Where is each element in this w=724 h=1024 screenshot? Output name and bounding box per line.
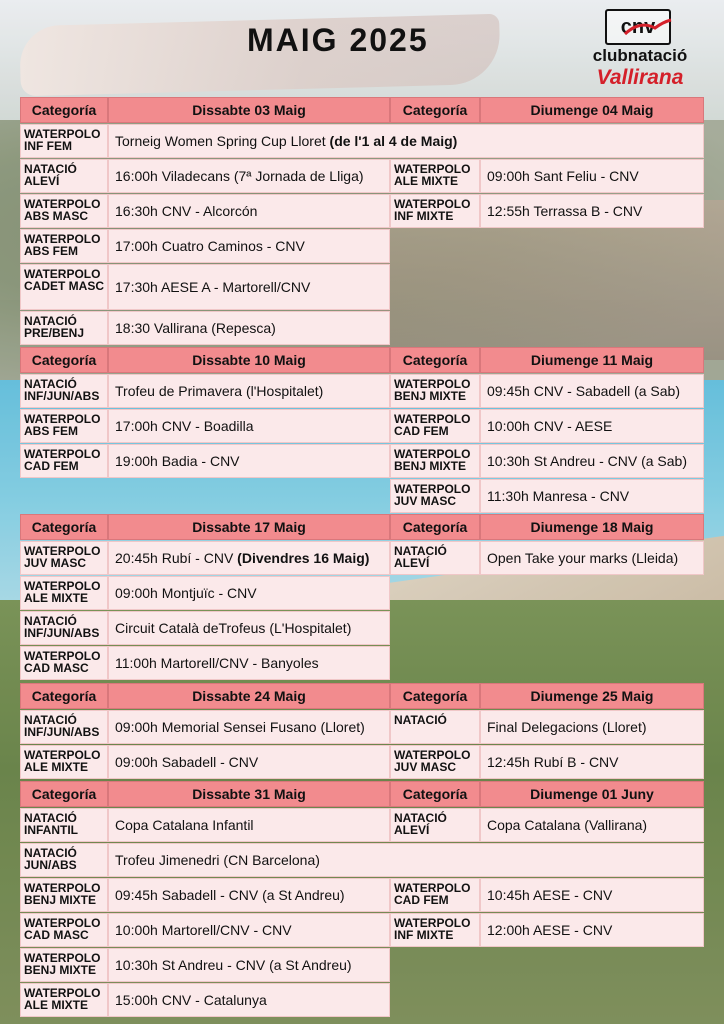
sunday-category: WATERPOLO ALE MIXTE (390, 159, 480, 193)
category-header: Categoría (20, 97, 108, 123)
saturday-category: WATERPOLO CAD MASC (20, 646, 108, 680)
event-text: Circuit Català deTrofeus (L'Hospitalet) (115, 620, 352, 636)
saturday-category: WATERPOLO INF FEM (20, 124, 108, 158)
saturday-category: WATERPOLO BENJ MIXTE (20, 878, 108, 912)
sunday-category: WATERPOLO BENJ MIXTE (390, 374, 480, 408)
event-text: 09:00h Memorial Sensei Fusano (Lloret) (115, 719, 365, 735)
saturday-event (108, 194, 390, 228)
category-header: Categoría (390, 683, 480, 709)
saturday-category: WATERPOLO CADET MASC (20, 264, 108, 310)
saturday-event (108, 745, 390, 779)
saturday-category: NATACIÓ PRE/BENJ (20, 311, 108, 345)
event-text: 20:45h Rubí - CNV (115, 550, 238, 566)
swimmer-icon (605, 18, 675, 38)
event-text: 15:00h CNV - Catalunya (115, 992, 267, 1008)
saturday-event (108, 611, 390, 645)
sunday-event: 12:55h Terrassa B - CNV (480, 194, 704, 228)
saturday-category: NATACIÓ INF/JUN/ABS (20, 374, 108, 408)
event-text: 10:00h Martorell/CNV - CNV (115, 922, 292, 938)
page-title: MAIG 2025 (247, 22, 429, 58)
saturday-event (108, 159, 390, 193)
sunday-event: 10:45h AESE - CNV (480, 878, 704, 912)
sunday-event: 12:00h AESE - CNV (480, 913, 704, 947)
category-header: Categoría (390, 347, 480, 373)
saturday-category: NATACIÓ INFANTIL (20, 808, 108, 842)
saturday-event (108, 444, 390, 478)
event-text: Copa Catalana Infantil (115, 817, 254, 833)
category-header: Categoría (390, 781, 480, 807)
sunday-event: 12:45h Rubí B - CNV (480, 745, 704, 779)
sunday-category: NATACIÓ ALEVÍ (390, 808, 480, 842)
saturday-category: WATERPOLO ALE MIXTE (20, 745, 108, 779)
saturday-header: Dissabte 24 Maig (108, 683, 390, 709)
event-text: 17:30h AESE A - Martorell/CNV (115, 279, 311, 295)
sunday-header: Diumenge 18 Maig (480, 514, 704, 540)
saturday-header: Dissabte 17 Maig (108, 514, 390, 540)
sunday-category: WATERPOLO INF MIXTE (390, 194, 480, 228)
event-text: 18:30 Vallirana (Repesca) (115, 320, 276, 336)
sunday-category: NATACIÓ ALEVÍ (390, 541, 480, 575)
event-text: 16:30h CNV - Alcorcón (115, 203, 258, 219)
event-note: (Divendres 16 Maig) (237, 550, 370, 566)
category-header: Categoría (20, 347, 108, 373)
saturday-event (108, 311, 390, 345)
sunday-category: WATERPOLO CAD FEM (390, 878, 480, 912)
category-header: Categoría (390, 97, 480, 123)
event-text: 17:00h Cuatro Caminos - CNV (115, 238, 305, 254)
sunday-event: 09:45h CNV - Sabadell (a Sab) (480, 374, 704, 408)
saturday-category: NATACIÓ INF/JUN/ABS (20, 710, 108, 744)
sunday-event: 10:30h St Andreu - CNV (a Sab) (480, 444, 704, 478)
saturday-event (108, 409, 390, 443)
saturday-category: WATERPOLO ALE MIXTE (20, 983, 108, 1017)
sunday-header: Diumenge 11 Maig (480, 347, 704, 373)
saturday-event (108, 983, 390, 1017)
event-text: Torneig Women Spring Cup Lloret (115, 133, 330, 149)
event-text: Trofeu de Primavera (l'Hospitalet) (115, 383, 324, 399)
sunday-event: 10:00h CNV - AESE (480, 409, 704, 443)
saturday-category: WATERPOLO JUV MASC (20, 541, 108, 575)
sunday-category: WATERPOLO INF MIXTE (390, 913, 480, 947)
sunday-category: WATERPOLO JUV MASC (390, 745, 480, 779)
saturday-category: WATERPOLO ABS MASC (20, 194, 108, 228)
saturday-event (108, 264, 390, 310)
saturday-event (108, 948, 390, 982)
sunday-header: Diumenge 25 Maig (480, 683, 704, 709)
saturday-category: NATACIÓ INF/JUN/ABS (20, 611, 108, 645)
category-header: Categoría (20, 514, 108, 540)
saturday-event (108, 913, 390, 947)
event-text: 10:30h St Andreu - CNV (a St Andreu) (115, 957, 352, 973)
saturday-category: NATACIÓ JUN/ABS (20, 843, 108, 877)
event-text: 16:00h Viladecans (7ª Jornada de Lliga) (115, 168, 364, 184)
saturday-event (108, 878, 390, 912)
saturday-category: WATERPOLO ALE MIXTE (20, 576, 108, 610)
saturday-header: Dissabte 03 Maig (108, 97, 390, 123)
saturday-event (108, 710, 390, 744)
event-text: 19:00h Badia - CNV (115, 453, 240, 469)
saturday-category: WATERPOLO ABS FEM (20, 409, 108, 443)
club-logo (575, 6, 705, 94)
sunday-event: Final Delegacions (Lloret) (480, 710, 704, 744)
saturday-category: WATERPOLO CAD FEM (20, 444, 108, 478)
saturday-category: WATERPOLO CAD MASC (20, 913, 108, 947)
sunday-header: Diumenge 01 Juny (480, 781, 704, 807)
saturday-event (108, 124, 704, 158)
sunday-event: Open Take your marks (Lleida) (480, 541, 704, 575)
event-text: 09:00h Sabadell - CNV (115, 754, 259, 770)
sunday-header: Diumenge 04 Maig (480, 97, 704, 123)
saturday-category: WATERPOLO ABS FEM (20, 229, 108, 263)
saturday-category: NATACIÓ ALEVÍ (20, 159, 108, 193)
logo-badge: cnv (605, 9, 671, 45)
sunday-category: WATERPOLO BENJ MIXTE (390, 444, 480, 478)
saturday-event (108, 646, 390, 680)
saturday-event (108, 374, 390, 408)
saturday-category: WATERPOLO BENJ MIXTE (20, 948, 108, 982)
saturday-event (108, 808, 390, 842)
sunday-category: NATACIÓ (390, 710, 480, 744)
sunday-event: 11:30h Manresa - CNV (480, 479, 704, 513)
saturday-event (108, 576, 390, 610)
event-text: 09:45h Sabadell - CNV (a St Andreu) (115, 887, 345, 903)
event-text: 09:00h Montjuïc - CNV (115, 585, 257, 601)
sunday-category: WATERPOLO JUV MASC (390, 479, 480, 513)
event-text: 11:00h Martorell/CNV - Banyoles (115, 655, 319, 671)
event-note: (de l'1 al 4 de Maig) (329, 133, 458, 149)
saturday-header: Dissabte 31 Maig (108, 781, 390, 807)
saturday-header: Dissabte 10 Maig (108, 347, 390, 373)
category-header: Categoría (20, 781, 108, 807)
logo-town-text: Vallirana (596, 66, 684, 89)
saturday-event (108, 843, 704, 877)
event-text: Trofeu Jimenedri (CN Barcelona) (115, 852, 320, 868)
logo-club-text: clubnatació (592, 46, 688, 65)
sunday-event: 09:00h Sant Feliu - CNV (480, 159, 704, 193)
saturday-event (108, 229, 390, 263)
category-header: Categoría (390, 514, 480, 540)
event-text: 17:00h CNV - Boadilla (115, 418, 254, 434)
sunday-event: Copa Catalana (Vallirana) (480, 808, 704, 842)
category-header: Categoría (20, 683, 108, 709)
sunday-category: WATERPOLO CAD FEM (390, 409, 480, 443)
saturday-event (108, 541, 390, 575)
